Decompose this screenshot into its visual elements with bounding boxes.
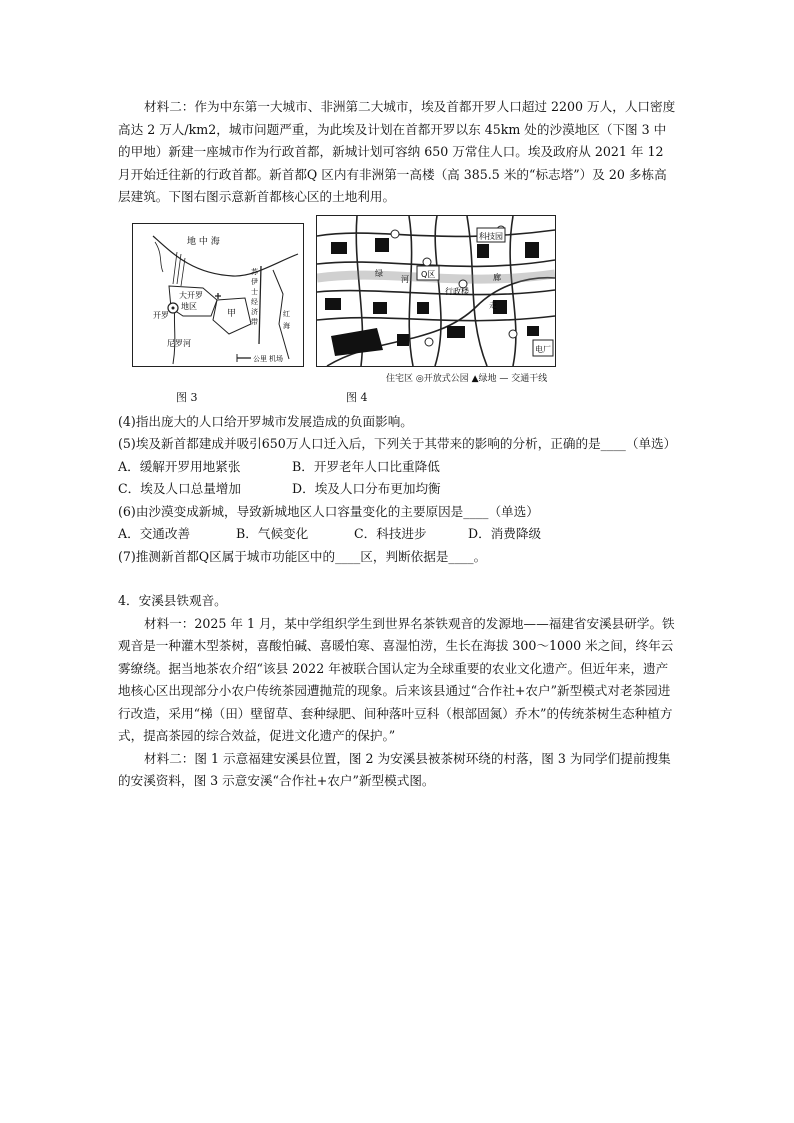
fig3-greater-cairo-label: 大开罗	[179, 290, 203, 300]
question-7: (7)推测新首都Q区属于城市功能区中的____区，判断依据是____。	[118, 548, 487, 564]
fig3-caption: 图 3	[176, 390, 198, 404]
fig4-caption: 图 4	[346, 390, 368, 404]
q5-option-c: C．埃及人口总量增加	[118, 481, 241, 496]
fig3-red-2: 海	[283, 321, 290, 330]
fig3-region-label: 地区	[181, 301, 197, 311]
fig3-jia-label: 甲	[227, 308, 237, 319]
fig3-red-1: 红	[283, 309, 290, 318]
question-6-options	[118, 523, 678, 546]
fig3-airport-label: 机场	[269, 354, 283, 363]
figure4-svg	[317, 216, 555, 366]
question-4: (4)指出庞大的人口给开罗城市发展造成的负面影响。	[118, 413, 413, 429]
question-5-options-row1	[118, 456, 678, 479]
fig3-nile-label: 尼罗河	[167, 338, 191, 348]
fig3-cairo-label: 开罗	[153, 310, 169, 320]
material2-paragraph: 材料二：作为中东第一大城市、非洲第二大城市，埃及首都开罗人口超过 2200 万人，人口密度高达 2 万人/km2，城市问题严重，为此埃及计划在首都开罗以东 45km 处的沙漠地区（下图 3 中的甲地）新建一座城市作为行政首都，新城计划可容纳 650 万常住人口。埃及政府从 2021 年 12 月开始迁往新的行政首都。新首都Q 区内有非洲第一高楼（高 385.5 米的“标志塔”）及 20 多栋高层建筑。下图右图示意新首都核心区的土地利用。	[118, 99, 676, 204]
question-5-options-row2	[118, 478, 678, 501]
fig3-sea-label: 地 中 海	[187, 236, 220, 247]
fig3-suez-4: 经	[251, 297, 258, 306]
fig4-corridor-1: 廊	[493, 272, 501, 282]
figure3-svg	[133, 224, 303, 366]
fig3-road-label: 公里	[253, 354, 267, 363]
figures-row	[118, 215, 678, 411]
question-6: (6)由沙漠变成新城，导致新城地区人口容量变化的主要原因是____（单选）	[118, 503, 539, 519]
section4-material2: 材料二：图 1 示意福建安溪县位置，图 2 为安溪县被茶树环绕的村落，图 3 为同学们提前搜集的安溪资料，图 3 示意安溪“合作社+农户”新型模式图。	[118, 750, 671, 788]
figure3-map	[132, 223, 304, 367]
fig4-admin-label: 行政楼	[445, 286, 469, 296]
q6-option-a: A．交通改善	[118, 526, 191, 541]
fig4-corridor-2: 走	[489, 300, 497, 310]
section4-material1: 材料一：2025 年 1 月，某中学组织学生到世界名茶铁观音的发源地——福建省安溪县研学。铁观音是一种灌木型茶树，喜酸怕碱、喜暖怕寒、喜湿怕涝，生长在海拔 300～1000 米之间，终年云雾缭绕。据当地茶农介绍“该县 2022 年被联合国认定为全球重要的农业文化遗产。但近年来，遗产地核心区出现部分小农户传统茶园遭抛荒的现象。后来该县通过“合作社+农户”新型模式对老茶园进行改造，采用“梯（田）壁留草、套种绿肥、间种落叶豆科（根部固氮）乔木”的传统茶树生态种植方式，提高茶园的综合效益，促进文化遗产的保护。”	[118, 615, 675, 743]
document-page	[118, 96, 678, 793]
q5-option-a: A．缓解开罗用地紧张	[118, 458, 241, 474]
fig4-power-label: 电厂	[535, 344, 551, 354]
section4-title: 4．安溪县铁观音。	[118, 593, 227, 608]
fig3-suez-5: 济	[251, 307, 258, 316]
fig4-tech-park-label: 科技园	[479, 231, 503, 241]
fig4-green-1: 绿	[375, 268, 383, 278]
q6-option-c: C．科技进步	[354, 526, 427, 541]
fig3-suez-1: 苏	[251, 267, 258, 276]
fig3-suez-2: 伊	[251, 277, 258, 286]
fig4-green-2: 河	[401, 274, 409, 284]
q5-option-b: B．开罗老年人口比重降低	[292, 458, 440, 474]
q6-option-b: B．气候变化	[236, 526, 309, 541]
fig3-suez-3: 士	[251, 287, 258, 296]
fig4-legend: 住宅区 ◎开放式公园 ▲绿地 — 交通干线	[386, 373, 548, 384]
q5-option-d: D．埃及人口分布更加均衡	[292, 481, 441, 496]
fig4-q-zone-label: Q区	[421, 269, 436, 279]
figure4-map	[316, 215, 556, 367]
question-5: (5)埃及新首都建成并吸引650万人口迁入后，下列关于其带来的影响的分析，正确的是____（单选）	[118, 436, 677, 451]
fig3-suez-6: 带	[251, 317, 258, 326]
q6-option-d: D．消费降级	[468, 526, 542, 541]
